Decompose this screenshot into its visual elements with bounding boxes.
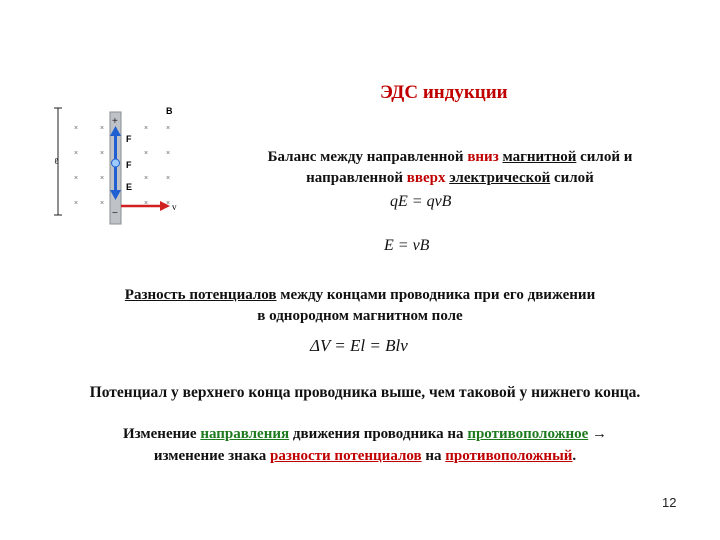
balance-paragraph: Баланс между направленной вниз магнитной силой и направленной вверх электрической силой: [267, 149, 633, 186]
word-opposite: противоположное: [467, 426, 589, 442]
label-l: ℓ: [54, 156, 59, 166]
plus-sign: +: [112, 116, 118, 127]
svg-text:×: ×: [166, 125, 171, 132]
svg-text:×: ×: [144, 150, 149, 157]
potential-difference-paragraph: Разность потенциалов между концами проводника при его движении в однородном магнитном поле: [124, 287, 596, 324]
svg-text:×: ×: [74, 150, 79, 157]
minus-sign: −: [112, 208, 118, 219]
upper-end-statement: Потенциал у верхнего конца проводника выше, чем таковой у нижнего конца.: [89, 384, 641, 401]
label-Fe: F: [126, 160, 132, 170]
word-electric: электрической: [449, 170, 551, 186]
equation-force-balance: qE = qvB: [390, 193, 452, 210]
word-down: вниз: [467, 149, 499, 165]
equation-potential: ΔV = El = Blv: [310, 336, 408, 355]
svg-text:×: ×: [74, 175, 79, 182]
slide-title: ЭДС индукции: [380, 82, 508, 103]
svg-text:×: ×: [100, 200, 105, 207]
conductor-figure: [44, 100, 194, 225]
label-Fm: F: [126, 134, 132, 144]
equation-field: E = vB: [384, 237, 430, 254]
svg-text:×: ×: [144, 200, 149, 207]
term-potential-difference: Разность потенциалов: [124, 287, 277, 303]
svg-text:×: ×: [144, 175, 149, 182]
svg-text:×: ×: [100, 175, 105, 182]
label-E: E: [126, 182, 133, 192]
term-pot-diff: разности потенциалов: [270, 448, 422, 464]
word-up: вверх: [406, 170, 446, 186]
svg-text:×: ×: [74, 200, 79, 207]
svg-text:×: ×: [100, 125, 105, 132]
direction-change-paragraph: Изменение направления движения проводника на противоположное → изменение знака разности потенциалов на противоположный.: [122, 426, 608, 464]
svg-text:×: ×: [74, 125, 79, 132]
word-opposite2: противоположный: [445, 448, 573, 464]
label-v: v: [172, 202, 177, 212]
arrow-icon: →: [588, 426, 608, 442]
svg-text:×: ×: [144, 125, 149, 132]
word-direction: направления: [200, 426, 290, 442]
svg-text:×: ×: [100, 150, 105, 157]
page-number: 12: [662, 495, 677, 510]
svg-text:×: ×: [166, 200, 171, 207]
label-B: B: [166, 106, 173, 116]
word-magnetic: магнитной: [502, 149, 577, 165]
svg-text:×: ×: [166, 175, 171, 182]
svg-text:×: ×: [166, 150, 171, 157]
